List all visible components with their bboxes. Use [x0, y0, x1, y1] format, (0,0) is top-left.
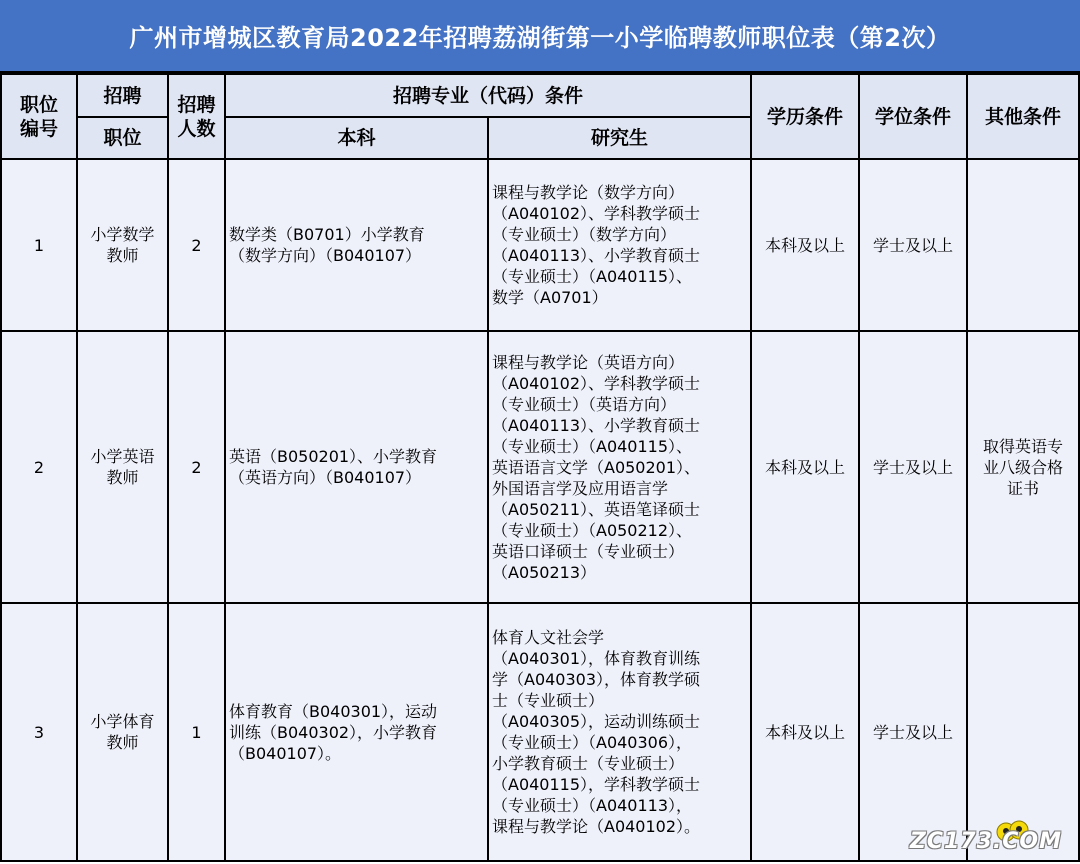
header-education: 学历条件 — [751, 74, 859, 159]
watermark-text: ZC173.COM — [909, 829, 1062, 854]
header-row-1 — [1, 74, 1079, 117]
header-headcount: 招聘 人数 — [168, 74, 225, 159]
header-other: 其他条件 — [967, 74, 1079, 159]
header-recruit: 招聘 — [77, 74, 168, 117]
cell-no: 3 — [1, 603, 77, 861]
cell-position: 小学英语 教师 — [77, 331, 168, 603]
header-degree: 学位条件 — [859, 74, 967, 159]
cell-degree: 学士及以上 — [859, 603, 967, 861]
header-major-group: 招聘专业（代码）条件 — [225, 74, 751, 117]
header-graduate: 研究生 — [488, 117, 751, 159]
table-title: 广州市增城区教育局2022年招聘荔湖街第一小学临聘教师职位表（第2次） — [0, 0, 1080, 73]
cell-undergrad: 体育教育（B040301），运动 训练（B040302），小学教育 （B040107）。 — [225, 603, 488, 861]
cell-education: 本科及以上 — [751, 331, 859, 603]
cell-graduate: 课程与教学论（英语方向） （A040102）、学科教学硕士 （专业硕士）（英语方向） （A040113）、小学教育硕士 （专业硕士）（A040115）、 英语语言文学（A050201）、 外国语言学及应用语言学 （A050211）、英语笔译硕士 （专业硕士）（A050212）、 英语口译硕士（专业硕士） （A050213） — [488, 331, 751, 603]
cell-education: 本科及以上 — [751, 603, 859, 861]
cell-other — [967, 159, 1079, 331]
cell-other: 取得英语专 业八级合格 证书 — [967, 331, 1079, 603]
table-row — [1, 159, 1079, 331]
cell-undergrad: 数学类（B0701）小学教育 （数学方向）（B040107） — [225, 159, 488, 331]
cell-degree: 学士及以上 — [859, 331, 967, 603]
cell-graduate: 课程与教学论（数学方向） （A040102）、学科教学硕士 （专业硕士）（数学方向） （A040113）、小学教育硕士 （专业硕士）（A040115）、 数学（A0701） — [488, 159, 751, 331]
cell-position: 小学数学 教师 — [77, 159, 168, 331]
watermark — [910, 829, 1062, 854]
header-undergrad: 本科 — [225, 117, 488, 159]
cell-degree: 学士及以上 — [859, 159, 967, 331]
cell-no: 2 — [1, 331, 77, 603]
cell-count: 2 — [168, 159, 225, 331]
cell-graduate: 体育人文社会学 （A040301），体育教育训练 学（A040303），体育教学硕 士（专业硕士） （A040305），运动训练硕士 （专业硕士）（A040306）， 小学教育硕士（专业硕士） （A040115），学科教学硕士 （专业硕士）（A040113）， 课程与教学论（A040102）。 — [488, 603, 751, 861]
cell-count: 1 — [168, 603, 225, 861]
header-position: 职位 — [77, 117, 168, 159]
table-row — [1, 331, 1079, 603]
header-position-no: 职位 编号 — [1, 74, 77, 159]
cell-count: 2 — [168, 331, 225, 603]
cell-education: 本科及以上 — [751, 159, 859, 331]
table-row — [1, 603, 1079, 861]
positions-table — [0, 73, 1080, 862]
cell-no: 1 — [1, 159, 77, 331]
cell-position: 小学体育 教师 — [77, 603, 168, 861]
cell-undergrad: 英语（B050201）、小学教育 （英语方向）（B040107） — [225, 331, 488, 603]
